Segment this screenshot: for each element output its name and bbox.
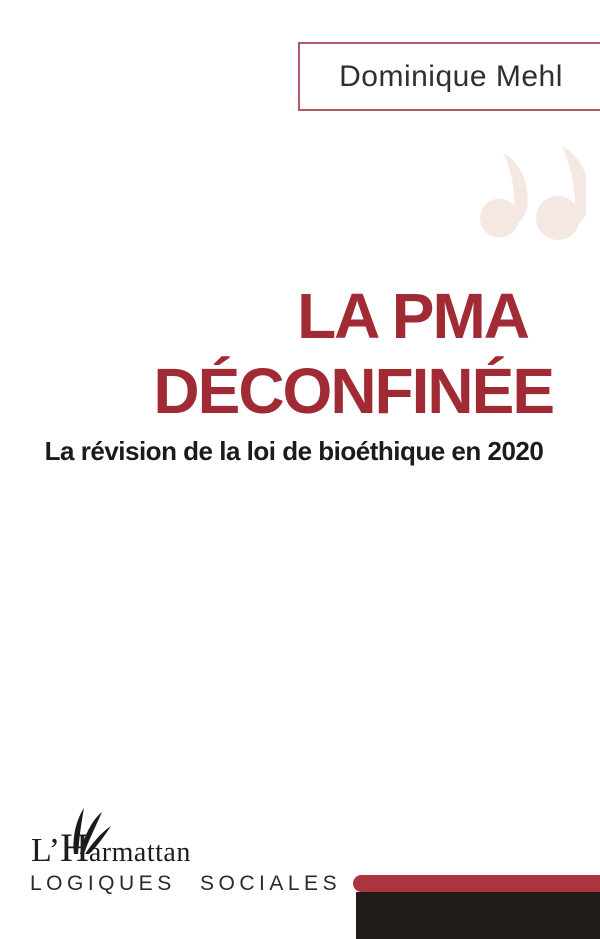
book-title-line2: DÉCONFINÉE	[153, 355, 553, 427]
collection-name: LOGIQUES SOCIALES	[30, 872, 342, 895]
quote-marks-icon	[480, 146, 586, 242]
publisher-logo	[31, 824, 191, 871]
publisher-logo-initial: H	[59, 825, 89, 870]
author-name: Dominique Mehl	[339, 59, 563, 93]
footer-red-banner	[353, 875, 600, 892]
author-box	[298, 42, 600, 111]
footer-black-block	[356, 892, 600, 939]
book-subtitle: La révision de la loi de bioéthique en 2020	[44, 436, 544, 466]
publisher-logo-rest: armattan	[88, 837, 191, 868]
book-title-line1: LA PMA	[297, 280, 528, 352]
publisher-logo-prefix: L’	[31, 832, 60, 869]
